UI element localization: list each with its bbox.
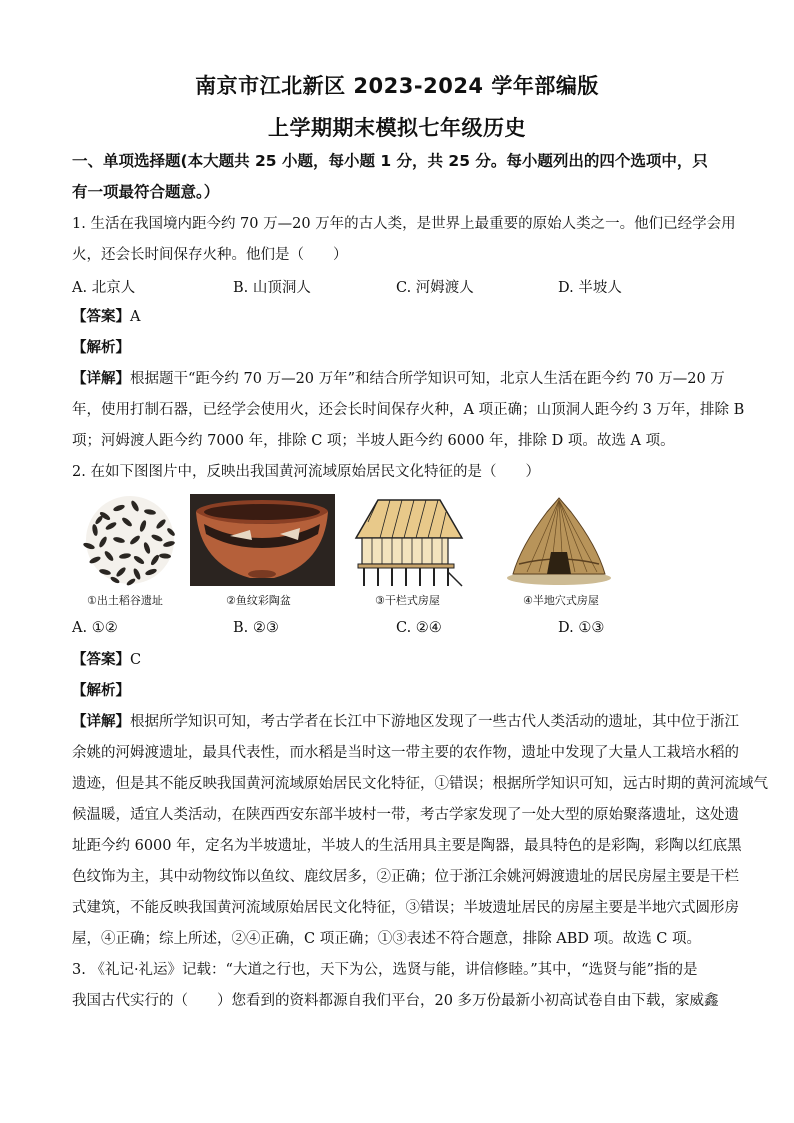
q2-detail: 【详解】根据所学知识可知，考古学者在长江中下游地区发现了一些古代人类活动的遗址，其中位于浙江 <box>72 714 739 730</box>
q2-option-a: A. ①② <box>72 620 118 636</box>
detail-tag: 【详解】 <box>72 371 130 387</box>
pottery-basin-illustration <box>190 494 335 586</box>
image-caption-4: ④半地穴式房屋 <box>523 594 599 607</box>
q3-stem-cont: 我国古代实行的（ ）您看到的资料都源自我们平台，20 多万份最新小初高试卷自由下载，家威鑫 <box>72 993 719 1009</box>
q2-detail-cont: 屋，④正确；综上所述，②④正确，C 项正确；①③表述不符合题意，排除 ABD 项。故选 C 项。 <box>72 931 701 947</box>
image-caption-3: ③干栏式房屋 <box>375 594 440 607</box>
q2-detail-cont: 遗迹，但是其不能反映我国黄河流域原始居民文化特征，①错误；根据所学知识可知，远古时期的黄河流域气 <box>72 776 768 792</box>
q2-detail-cont: 式建筑，不能反映我国黄河流域原始居民文化特征，③错误；半坡遗址居民的房屋主要是半地穴式圆形房 <box>72 900 739 916</box>
q1-answer-value: A <box>130 309 141 325</box>
pottery-basin-image <box>190 494 335 586</box>
q2-option-c: C. ②④ <box>396 620 442 636</box>
q2-detail-cont: 址距今约 6000 年，定名为半坡遗址，半坡人的生活用具主要是陶器，最具特色的是彩陶，彩陶以红底黑 <box>72 838 742 854</box>
image-caption-2: ②鱼纹彩陶盆 <box>226 594 291 607</box>
q1-detail-cont: 项；河姆渡人距今约 7000 年，排除 C 项；半坡人距今约 6000 年，排除 D 项。故选 A 项。 <box>72 433 675 449</box>
page-title-line-1: 南京市江北新区 2023-2024 学年部编版 <box>195 74 599 98</box>
q2-stem: 2. 在如下图图片中，反映出我国黄河流域原始居民文化特征的是（ ） <box>72 464 540 480</box>
q1-analysis-tag: 【解析】 <box>72 340 130 356</box>
q1-option-c: C. 河姆渡人 <box>396 280 474 296</box>
q1-detail-cont: 年，使用打制石器，已经学会使用火，还会长时间保存火种，A 项正确；山顶洞人距今约 3 万年，排除 B <box>72 402 745 418</box>
page-title-line-2: 上学期期末模拟七年级历史 <box>268 116 526 140</box>
q1-option-a: A. 北京人 <box>72 280 136 296</box>
q1-detail: 【详解】根据题干“距今约 70 万—20 万年”和结合所学知识可知，北京人生活在距今约 70 万—20 万 <box>72 371 725 387</box>
q1-stem: 1. 生活在我国境内距今约 70 万—20 万年的古人类，是世界上最重要的原始人类之一。他们已经学会用 <box>72 216 736 232</box>
q3-stem: 3. 《礼记·礼运》记载：“大道之行也，天下为公，选贤与能，讲信修睦。”其中，“选贤与能”指的是 <box>72 962 698 978</box>
detail-tag: 【详解】 <box>72 714 130 730</box>
q1-answer <box>72 307 722 327</box>
q1-option-b: B. 山顶洞人 <box>233 280 311 296</box>
q1-stem-cont: 火，还会长时间保存火种。他们是（ ） <box>72 247 348 263</box>
q2-answer <box>72 650 722 670</box>
section-heading: 一、单项选择题(本大题共 25 小题，每小题 1 分，共 25 分。每小题列出的四个选项中，只 <box>72 152 708 170</box>
q2-detail-cont: 候温暖，适宜人类活动，在陕西西安东部半坡村一带，考古学家发现了一处大型的原始聚落遗址，这处遗 <box>72 807 739 823</box>
stilt-house-image <box>348 492 468 588</box>
q2-option-b: B. ②③ <box>233 620 279 636</box>
answer-tag: 【答案】 <box>72 309 130 325</box>
q2-answer-value: C <box>130 652 142 668</box>
q1-option-d: D. 半坡人 <box>558 280 622 296</box>
semi-subterranean-house-image <box>505 494 613 586</box>
q2-detail-cont: 余姚的河姆渡遗址，最具代表性，而水稻是当时这一带主要的农作物，遗址中发现了大量人工栽培水稻的 <box>72 745 739 761</box>
q2-option-d: D. ①③ <box>558 620 605 636</box>
section-heading-cont: 有一项最符合题意。） <box>72 183 220 201</box>
rice-grains-image <box>75 494 185 586</box>
answer-tag: 【答案】 <box>72 652 130 668</box>
stilt-house-illustration <box>348 492 468 588</box>
q2-analysis-tag: 【解析】 <box>72 683 130 699</box>
rice-grains-illustration <box>75 494 185 586</box>
image-caption-1: ①出土稻谷遗址 <box>87 594 163 607</box>
semi-subterranean-house-illustration <box>505 494 613 586</box>
q2-detail-cont: 色纹饰为主，其中动物纹饰以鱼纹、鹿纹居多，②正确；位于浙江余姚河姆渡遗址的居民房屋主要是干栏 <box>72 869 739 885</box>
